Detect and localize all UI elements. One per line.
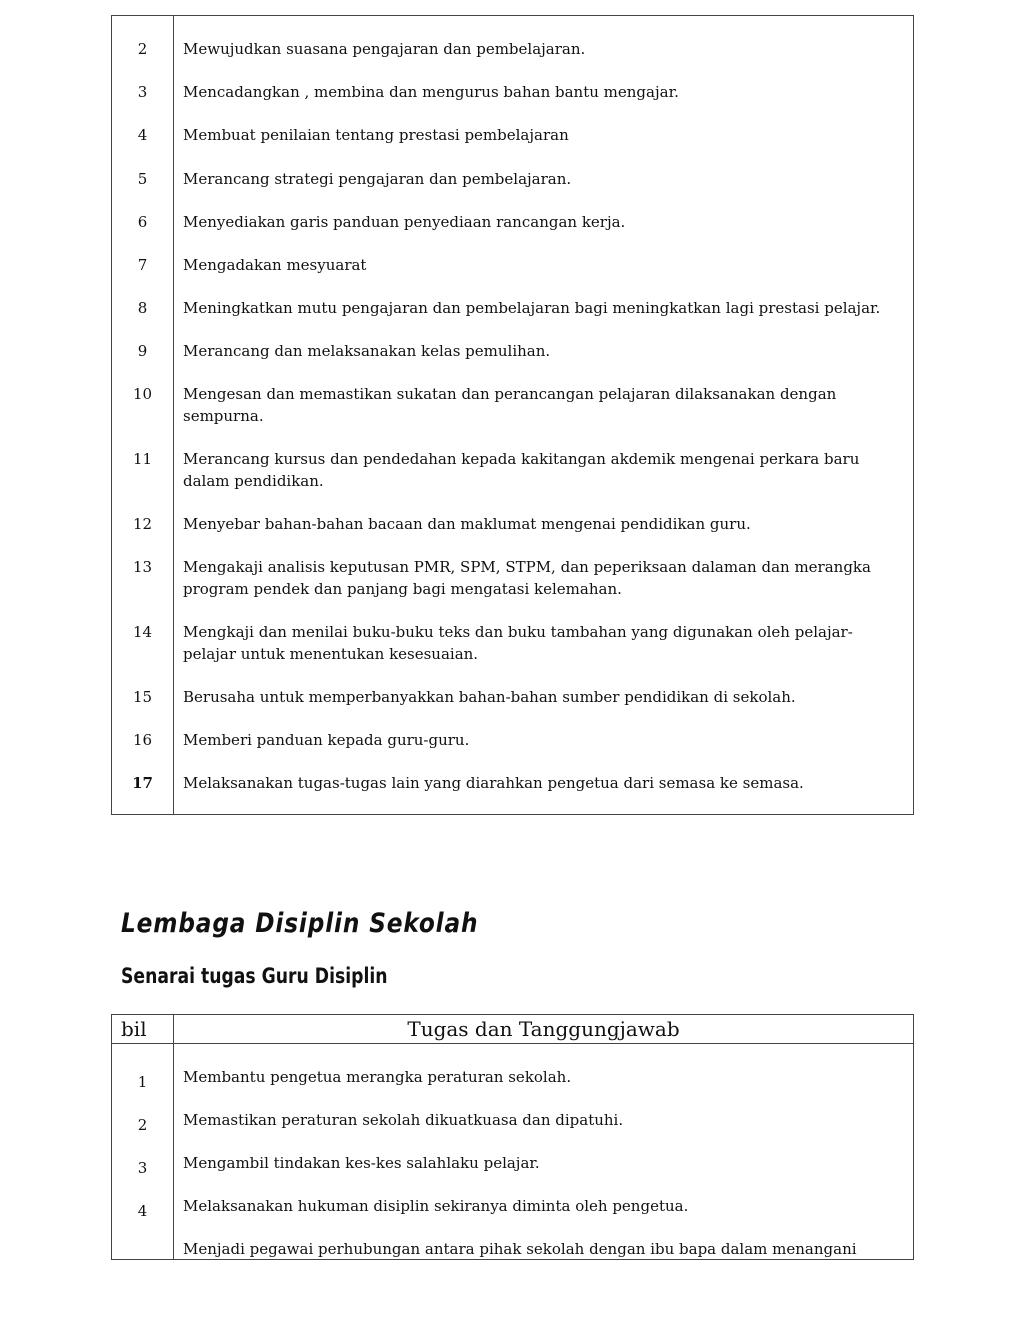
column-divider [173, 1015, 174, 1259]
row-number: 2 [137, 40, 148, 58]
row-number: 10 [132, 385, 153, 403]
row-number: 6 [137, 213, 148, 231]
duties-table-continued [111, 15, 914, 815]
row-number: 5 [137, 170, 148, 188]
row-description: Melaksanakan tugas-tugas lain yang diarahkan pengetua dari semasa ke semasa. [183, 774, 804, 792]
row-description: Merancang kursus dan pendedahan kepada kakitangan akdemik mengenai perkara baru dalam pendidikan. [183, 450, 860, 490]
row-description: Mencadangkan , membina dan mengurus bahan bantu mengajar. [183, 83, 679, 101]
row-description: Mengakaji analisis keputusan PMR, SPM, STPM, dan peperiksaan dalaman dan merangka program pendek dan panjang bagi mengatasi kelemahan. [183, 558, 871, 598]
row-description: Mewujudkan suasana pengajaran dan pembelajaran. [183, 40, 586, 58]
row-number: 12 [132, 515, 153, 533]
column-header-bil: bil [121, 1017, 147, 1041]
discipline-duties-table [111, 1014, 914, 1260]
row-description: Merancang strategi pengajaran dan pembelajaran. [183, 170, 572, 188]
row-number: 9 [137, 342, 148, 360]
row-number: 14 [132, 623, 153, 641]
row-number: 16 [132, 731, 153, 749]
row-number: 4 [137, 1202, 148, 1220]
row-number: 17 [132, 774, 153, 792]
row-description: Berusaha untuk memperbanyakkan bahan-bahan sumber pendidikan di sekolah. [183, 688, 796, 706]
row-description: Menjadi pegawai perhubungan antara pihak sekolah dengan ibu bapa dalam menangani [183, 1240, 857, 1258]
section-title: Lembaga Disiplin Sekolah [121, 908, 479, 939]
row-description: Memastikan peraturan sekolah dikuatkuasa dan dipatuhi. [183, 1111, 624, 1129]
row-description: Mengesan dan memastikan sukatan dan perancangan pelajaran dilaksanakan dengan sempurna. [183, 385, 837, 425]
row-number: 7 [137, 256, 148, 274]
row-description: Mengkaji dan menilai buku-buku teks dan buku tambahan yang digunakan oleh pelajar-pelajar untuk menentukan kesesuaian. [183, 623, 853, 663]
row-description: Membuat penilaian tentang prestasi pembelajaran [183, 126, 569, 144]
row-number: 4 [137, 126, 148, 144]
row-number: 1 [137, 1073, 148, 1091]
section-subtitle: Senarai tugas Guru Disiplin [121, 964, 388, 988]
row-number: 8 [137, 299, 148, 317]
row-number: 3 [137, 1159, 148, 1177]
row-description: Merancang dan melaksanakan kelas pemulihan. [183, 342, 551, 360]
row-number: 13 [132, 558, 153, 576]
row-number: 2 [137, 1116, 148, 1134]
row-description: Membantu pengetua merangka peraturan sekolah. [183, 1068, 572, 1086]
column-divider [173, 16, 174, 814]
row-description: Meningkatkan mutu pengajaran dan pembelajaran bagi meningkatkan lagi prestasi pelajar. [183, 299, 881, 317]
header-divider [112, 1043, 913, 1044]
row-description: Menyediakan garis panduan penyediaan rancangan kerja. [183, 213, 626, 231]
row-description: Menyebar bahan-bahan bacaan dan maklumat mengenai pendidikan guru. [183, 515, 751, 533]
column-header-tugas: Tugas dan Tanggungjawab [407, 1017, 680, 1041]
row-number: 15 [132, 688, 153, 706]
row-description: Melaksanakan hukuman disiplin sekiranya diminta oleh pengetua. [183, 1197, 689, 1215]
row-number: 11 [132, 450, 153, 468]
row-description: Mengambil tindakan kes-kes salahlaku pelajar. [183, 1154, 540, 1172]
row-number: 3 [137, 83, 148, 101]
row-description: Mengadakan mesyuarat [183, 256, 367, 274]
row-description: Memberi panduan kepada guru-guru. [183, 731, 470, 749]
